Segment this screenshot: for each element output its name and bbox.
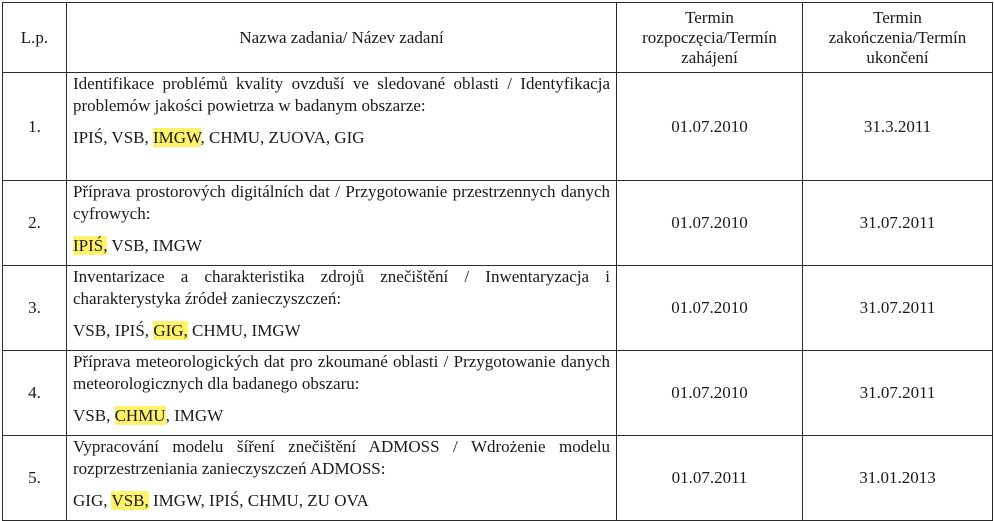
partners-text: , IMGW <box>165 406 224 425</box>
end-date: 31.01.2013 <box>803 436 993 521</box>
table-row <box>3 73 993 181</box>
row-number: 5. <box>3 436 67 521</box>
header-start-line1: Termin <box>685 7 734 27</box>
task-title: Inventarizace a charakteristika zdrojů znečištění / Inwentaryzacja i charakterystyka źródeł zanieczyszczeń: <box>73 267 610 308</box>
table-row <box>3 181 993 266</box>
table-row <box>3 351 993 436</box>
start-date: 01.07.2010 <box>617 181 803 266</box>
row-number: 4. <box>3 351 67 436</box>
lead-partner-highlight: GIG, <box>153 321 188 340</box>
row-number: 2. <box>3 181 67 266</box>
header-end-date <box>803 3 993 73</box>
start-date: 01.07.2010 <box>617 73 803 181</box>
task-title: Vypracování modelu šíření znečištění ADMOSS / Wdrożenie modelu rozprzestrzeniania zanieczyszczeń ADMOSS: <box>73 437 610 478</box>
header-row <box>3 3 993 73</box>
row-number: 3. <box>3 266 67 351</box>
partners-text: VSB, IPIŚ, <box>73 321 154 340</box>
header-start-line3: zahájení <box>681 47 738 67</box>
header-end-line3: ukončení <box>866 47 929 67</box>
end-date: 31.07.2011 <box>803 351 993 436</box>
task-description <box>67 351 617 436</box>
end-date: 31.07.2011 <box>803 181 993 266</box>
start-date: 01.07.2010 <box>617 351 803 436</box>
header-lp: L.p. <box>3 3 67 73</box>
task-description <box>67 181 617 266</box>
lead-partner-highlight: IMGW <box>153 128 201 147</box>
start-date: 01.07.2011 <box>617 436 803 521</box>
end-date: 31.3.2011 <box>803 73 993 181</box>
partners-text: CHMU, IMGW <box>187 321 301 340</box>
row-number: 1. <box>3 73 67 181</box>
lead-partner-highlight: VSB, <box>111 491 149 510</box>
task-description <box>67 266 617 351</box>
task-title: Příprava prostorových digitálních dat / Przygotowanie przestrzennych danych cyfrowych: <box>73 182 610 223</box>
end-date: 31.07.2011 <box>803 266 993 351</box>
header-end-line1: Termin <box>873 7 922 27</box>
header-start-date <box>617 3 803 73</box>
header-end-line2: zakończenia/Termín <box>828 27 967 47</box>
task-description <box>67 73 617 181</box>
lead-partner-highlight: CHMU <box>114 406 166 425</box>
task-title: Identifikace problémů kvality ovzduší ve sledované oblasti / Identyfikacja problemów jakości powietrza w badanym obszarze: <box>73 74 610 115</box>
partners-text: VSB, IMGW <box>107 236 203 255</box>
partners-text: , CHMU, ZUOVA, GIG <box>200 128 365 147</box>
task-description <box>67 436 617 521</box>
partners-text: GIG, <box>73 491 112 510</box>
task-schedule-table <box>2 2 993 521</box>
start-date: 01.07.2010 <box>617 266 803 351</box>
table-row <box>3 436 993 521</box>
partners-text: VSB, <box>73 406 115 425</box>
partners-text: IMGW, IPIŚ, CHMU, ZU OVA <box>148 491 369 510</box>
header-start-line2: rozpoczęcia/Termín <box>642 27 777 47</box>
task-title: Příprava meteorologických dat pro zkoumané oblasti / Przygotowanie danych meteorologicznych dla badanego obszaru: <box>73 352 610 393</box>
header-task-name: Nazwa zadania/ Název zadaní <box>67 3 617 73</box>
lead-partner-highlight: IPIŚ, <box>73 236 108 255</box>
partners-text: IPIŚ, VSB, <box>73 128 153 147</box>
table-row <box>3 266 993 351</box>
